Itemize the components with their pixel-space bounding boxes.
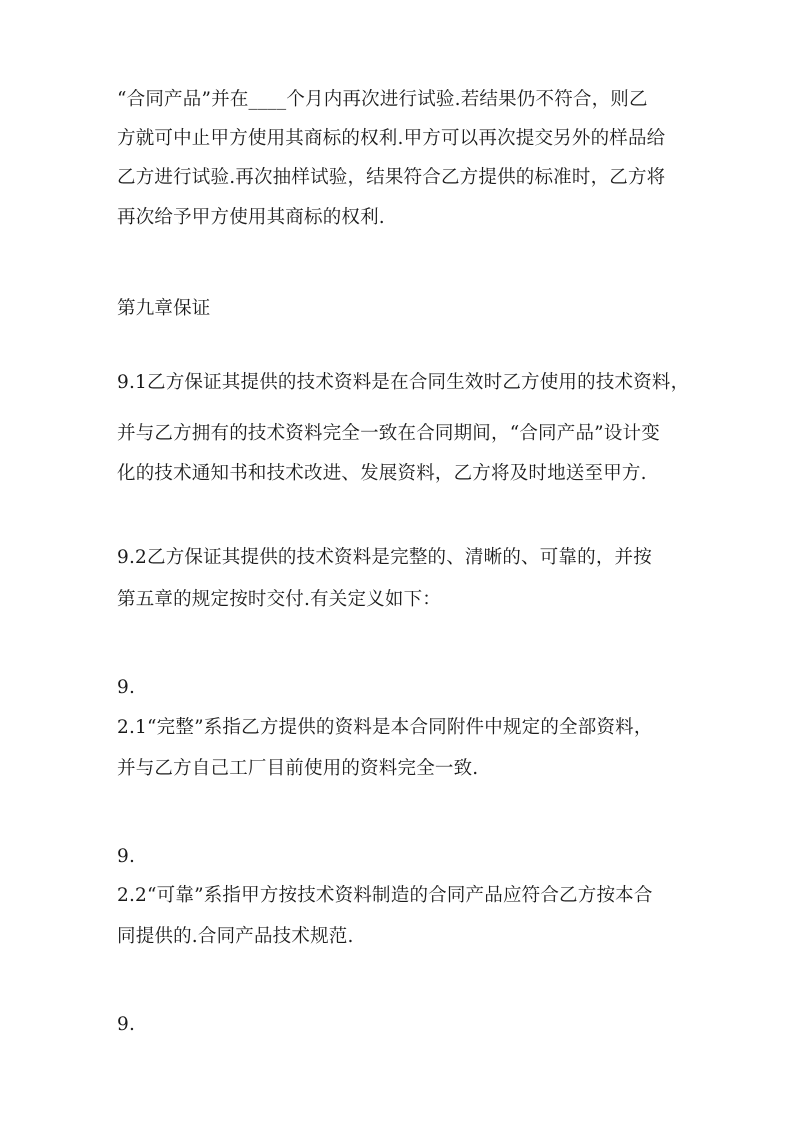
paragraph-line: 2.2“可靠”系指甲方按技术资料制造的合同产品应符合乙方按本合: [117, 885, 653, 906]
paragraph-line: 9.2乙方保证其提供的技术资料是完整的、清晰的、可靠的，并按: [117, 547, 652, 568]
paragraph-line: 第五章的规定按时交付.有关定义如下：: [117, 589, 441, 610]
paragraph-line: 并与乙方拥有的技术资料完全一致在合同期间，“合同产品”设计变: [117, 423, 660, 444]
section-number: 9.: [117, 1014, 136, 1035]
paragraph-line: “合同产品”并在____个月内再次进行试验.若结果仍不符合，则乙: [117, 89, 648, 110]
paragraph-line: 9.1乙方保证其提供的技术资料是在合同生效时乙方使用的技术资料，: [117, 372, 690, 393]
paragraph-line: 并与乙方自己工厂目前使用的资料完全一致.: [117, 758, 479, 779]
paragraph-line: 再次给予甲方使用其商标的权利.: [117, 207, 385, 228]
paragraph-line: 方就可中止甲方使用其商标的权利.甲方可以再次提交另外的样品给: [117, 128, 666, 149]
paragraph-line: 化的技术通知书和技术改进、发展资料，乙方将及时地送至甲方.: [117, 463, 647, 484]
section-number: 9.: [117, 677, 136, 698]
section-number: 9.: [117, 846, 136, 867]
paragraph-line: 乙方进行试验.再次抽样试验，结果符合乙方提供的标准时，乙方将: [117, 167, 666, 188]
paragraph-line: 2.1“完整”系指乙方提供的资料是本合同附件中规定的全部资料，: [117, 717, 653, 738]
chapter-heading: 第九章保证: [117, 298, 211, 319]
paragraph-line: 同提供的.合同产品技术规范.: [117, 926, 354, 947]
